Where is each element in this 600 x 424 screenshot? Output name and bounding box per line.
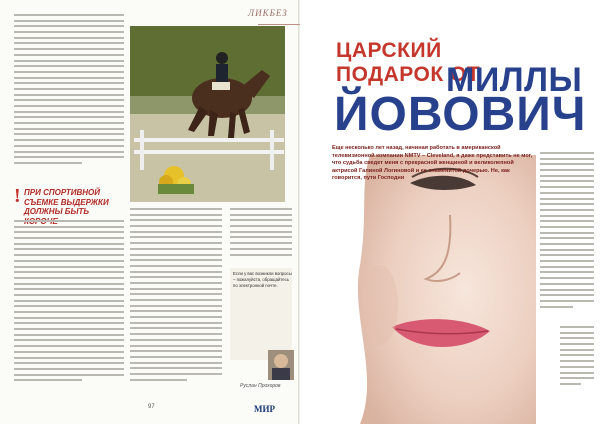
headline-line-3: МИЛЛЫ bbox=[446, 61, 583, 99]
contact-callout bbox=[230, 268, 292, 360]
horse-rider-illustration bbox=[130, 26, 285, 202]
headline-line-4: ЙОВОВИЧ bbox=[334, 88, 587, 141]
right-column-lower-text bbox=[560, 326, 594, 402]
article-lede: Еще несколько лет назад, начиная работать в американской телевизионной компании NMTV – Cleveland, я даже представить не мог, что судьба сведет меня с прекрасной женщиной и великолепной актрисой Галиной Логиновой и ее знаменитой дочерью. Не, как говорится, пути Господни bbox=[332, 145, 533, 182]
author-portrait bbox=[268, 350, 294, 380]
headline-line-2: ПОДАРОК ОТ bbox=[336, 63, 481, 86]
show-jumping-photo bbox=[130, 26, 285, 202]
magazine-logo: МИР bbox=[254, 404, 275, 414]
right-column-text bbox=[540, 152, 594, 322]
headline-line-1: ЦАРСКИЙ bbox=[336, 39, 442, 62]
section-label-left: ЛИКБЕЗ bbox=[248, 8, 288, 18]
left-column-3-text bbox=[230, 208, 292, 264]
quote-mark-icon: ! bbox=[14, 185, 21, 207]
pull-quote-text: ПРИ СПОРТИВНОЙ СЪЕМКЕ ВЫДЕРЖКИ ДОЛЖНЫ БЫТЬ bbox=[24, 188, 109, 216]
left-column-2-text bbox=[130, 208, 222, 398]
left-column-1-lower-text bbox=[14, 220, 124, 398]
author-caption: Руслан Прохоров bbox=[240, 383, 281, 389]
callout-text: Если у вас возникли вопросы – пожалуйста, обращайтесь по электронной почте. bbox=[233, 271, 292, 288]
woman-face-illustration bbox=[300, 155, 536, 424]
portrait-photo bbox=[300, 155, 536, 424]
left-column-1-text bbox=[14, 14, 124, 182]
page-number: 97 bbox=[148, 404, 155, 410]
